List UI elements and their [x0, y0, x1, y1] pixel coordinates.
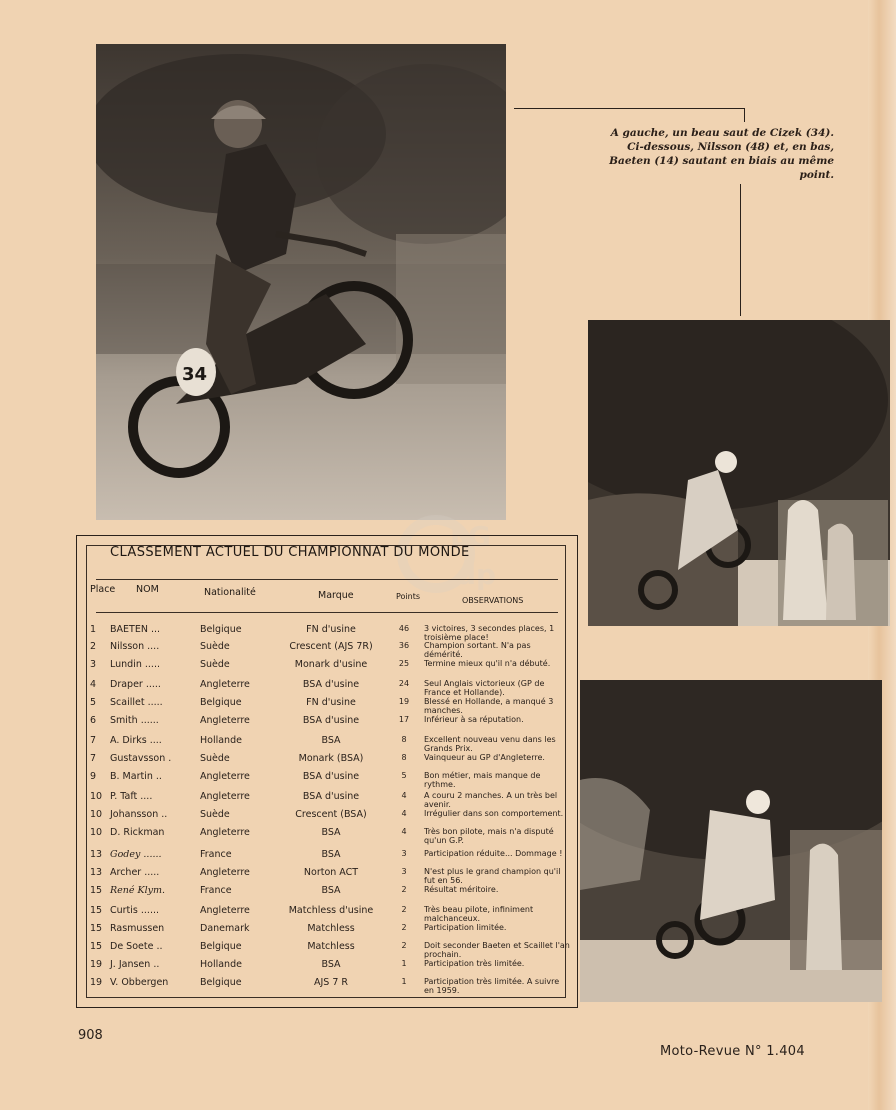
row-points: 36 [398, 641, 410, 650]
row-observation: Excellent nouveau venu dans les Grands Prix. [424, 735, 556, 753]
table-title-rule [96, 579, 558, 580]
row-name: Lundin ..... [110, 659, 160, 670]
table-row [0, 885, 896, 901]
row-points: 46 [398, 624, 410, 633]
row-name: De Soete .. [110, 941, 163, 952]
header-marque: Marque [318, 590, 354, 601]
row-observation: Bon métier, mais manque de rythme. [424, 771, 541, 789]
header-nationalite: Nationalité [204, 587, 256, 598]
row-name: D. Rickman [110, 827, 165, 838]
row-nationality: Suède [200, 659, 230, 670]
row-nationality: Suède [200, 753, 230, 764]
row-name: Johansson .. [110, 809, 168, 820]
row-nationality: Angleterre [200, 791, 250, 802]
row-name: J. Jansen .. [110, 959, 160, 970]
table-row [0, 977, 896, 993]
row-place: 19 [90, 959, 103, 970]
row-nationality: Belgique [200, 977, 242, 988]
table-row [0, 624, 896, 640]
row-name: Archer ..... [110, 867, 160, 878]
row-observation: Résultat méritoire. [424, 885, 499, 894]
row-name: B. Martin .. [110, 771, 162, 782]
row-place: 5 [90, 697, 97, 708]
table-row [0, 679, 896, 695]
row-points: 3 [401, 867, 407, 876]
row-nationality: Angleterre [200, 827, 250, 838]
row-marque: Matchless [307, 941, 355, 952]
row-marque: BSA [321, 885, 341, 896]
row-nationality: Hollande [200, 959, 242, 970]
row-points: 24 [398, 679, 410, 688]
header-nom: NOM [136, 584, 159, 595]
table-header-rule [96, 612, 558, 613]
row-observation: A couru 2 manches. A un très bel avenir. [424, 791, 558, 809]
table-row [0, 827, 896, 843]
row-place: 1 [90, 624, 97, 635]
row-nationality: Angleterre [200, 905, 250, 916]
row-name: Smith ...... [110, 715, 159, 726]
row-marque: Matchless [307, 923, 355, 934]
row-points: 2 [401, 905, 407, 914]
row-marque: Crescent (BSA) [295, 809, 367, 820]
row-points: 2 [401, 941, 407, 950]
photo-nilsson [588, 320, 890, 626]
caption-line: point. [799, 169, 834, 181]
row-place: 7 [90, 753, 97, 764]
row-name: V. Obbergen [110, 977, 169, 988]
row-marque: Crescent (AJS 7R) [289, 641, 373, 652]
row-points: 25 [398, 659, 410, 668]
row-place: 7 [90, 735, 97, 746]
row-observation: Participation très limitée. [424, 959, 525, 968]
row-place: 13 [90, 867, 103, 878]
row-name: Gustavsson . [110, 753, 172, 764]
row-points: 5 [401, 771, 407, 780]
row-marque: BSA d'usine [302, 679, 360, 690]
row-nationality: Angleterre [200, 771, 250, 782]
caption-line: A gauche, un beau saut de Cizek (34). [610, 127, 834, 139]
row-observation: Termine mieux qu'il n'a débuté. [424, 659, 551, 668]
row-name: Rasmussen [110, 923, 165, 934]
row-marque: FN d'usine [306, 624, 356, 635]
row-nationality: France [200, 885, 232, 896]
caption-line: Ci-dessous, Nilsson (48) et, en bas, [627, 141, 834, 153]
table-row [0, 753, 896, 769]
row-nationality: Suède [200, 809, 230, 820]
row-marque: BSA [321, 959, 341, 970]
row-nationality: Angleterre [200, 867, 250, 878]
row-nationality: Belgique [200, 624, 242, 635]
table-row [0, 867, 896, 883]
row-observation: Doit seconder Baeten et Scaillet l'an prochain. [424, 941, 570, 959]
photo-mid-graphic [588, 320, 890, 626]
row-points: 2 [401, 885, 407, 894]
row-nationality: Belgique [200, 697, 242, 708]
row-marque: BSA [321, 849, 341, 860]
row-place: 19 [90, 977, 103, 988]
row-nationality: France [200, 849, 232, 860]
table-row [0, 849, 896, 865]
table-row [0, 659, 896, 675]
row-marque: BSA d'usine [302, 791, 360, 802]
row-observation: Participation très limitée. A suivre en 1959. [424, 977, 560, 995]
bib-number: 34 [182, 364, 208, 385]
row-observation: Participation réduite... Dommage ! [424, 849, 563, 858]
row-points: 19 [398, 697, 410, 706]
table-row [0, 959, 896, 975]
row-place: 15 [90, 941, 103, 952]
row-marque: BSA d'usine [302, 715, 360, 726]
row-observation: Blessé en Hollande, a manqué 3 manches. [424, 697, 554, 715]
row-name: Nilsson .... [110, 641, 160, 652]
row-name: René Klym. [110, 885, 166, 896]
table-row [0, 791, 896, 807]
row-points: 1 [401, 977, 407, 986]
row-place: 10 [90, 791, 103, 802]
row-observation: Très bon pilote, mais n'a disputé qu'un G.P. [424, 827, 554, 845]
row-name: Godey ...... [110, 849, 162, 860]
row-observation: N'est plus le grand champion qu'il fut en 56. [424, 867, 561, 885]
table-row [0, 905, 896, 921]
photo-main-graphic [96, 44, 506, 520]
row-points: 8 [401, 753, 407, 762]
table-row [0, 697, 896, 713]
row-observation: Irrégulier dans son comportement. [424, 809, 564, 818]
row-nationality: Angleterre [200, 679, 250, 690]
row-observation: Seul Anglais victorieux (GP de France et Hollande). [424, 679, 545, 697]
row-points: 1 [401, 959, 407, 968]
row-marque: Monark (BSA) [298, 753, 364, 764]
row-observation: Participation limitée. [424, 923, 507, 932]
row-marque: Matchless d'usine [288, 905, 374, 916]
row-place: 13 [90, 849, 103, 860]
row-marque: BSA [321, 827, 341, 838]
row-name: Curtis ...... [110, 905, 160, 916]
row-place: 10 [90, 809, 103, 820]
caption-leader-line-top [744, 108, 745, 122]
row-marque: Norton ACT [303, 867, 359, 878]
row-nationality: Angleterre [200, 715, 250, 726]
table-row [0, 735, 896, 751]
row-marque: AJS 7 R [313, 977, 348, 988]
row-name: Draper ..... [110, 679, 161, 690]
row-marque: BSA d'usine [302, 771, 360, 782]
row-name: Scaillet ..... [110, 697, 163, 708]
row-place: 15 [90, 885, 103, 896]
row-observation: Très beau pilote, infiniment malchanceux. [424, 905, 534, 923]
page-number: 908 [78, 1028, 103, 1043]
header-observations: OBSERVATIONS [462, 596, 524, 605]
row-marque: FN d'usine [306, 697, 356, 708]
table-row [0, 771, 896, 787]
magazine-issue: Moto-Revue N° 1.404 [660, 1044, 805, 1059]
row-place: 15 [90, 905, 103, 916]
row-points: 4 [401, 809, 407, 818]
row-points: 17 [398, 715, 410, 724]
row-name: P. Taft .... [110, 791, 153, 802]
row-place: 2 [90, 641, 97, 652]
table-row [0, 641, 896, 657]
row-points: 8 [401, 735, 407, 744]
header-place: Place [90, 584, 116, 595]
header-points: Points [396, 592, 421, 601]
row-observation: Inférieur à sa réputation. [424, 715, 524, 724]
photo-jump-cizek [96, 44, 506, 520]
table-row [0, 809, 896, 825]
row-place: 3 [90, 659, 97, 670]
row-points: 4 [401, 791, 407, 800]
svg-text:dp: dp [456, 558, 497, 591]
table-row [0, 715, 896, 731]
row-observation: Vainqueur au GP d'Angleterre. [424, 753, 545, 762]
table-row [0, 923, 896, 939]
row-marque: BSA [321, 735, 341, 746]
row-points: 3 [401, 849, 407, 858]
row-name: A. Dirks .... [110, 735, 162, 746]
table-row [0, 941, 896, 957]
row-place: 6 [90, 715, 97, 726]
caption-leader-line-bottom [740, 184, 741, 316]
row-points: 4 [401, 827, 407, 836]
caption-line: Baeten (14) sautant en biais au même [609, 155, 834, 167]
caption-leader-line [514, 108, 744, 109]
table-title: CLASSEMENT ACTUEL DU CHAMPIONNAT DU MONDE [110, 545, 470, 560]
row-nationality: Belgique [200, 941, 242, 952]
svg-text:LG: LG [450, 520, 491, 553]
row-place: 9 [90, 771, 97, 782]
row-observation: 3 victoires, 3 secondes places, 1 troisième place! [424, 624, 555, 642]
photo-caption [596, 126, 834, 182]
row-nationality: Danemark [200, 923, 250, 934]
row-place: 15 [90, 923, 103, 934]
row-nationality: Suède [200, 641, 230, 652]
row-points: 2 [401, 923, 407, 932]
row-observation: Champion sortant. N'a pas démérité. [424, 641, 531, 659]
row-place: 4 [90, 679, 97, 690]
row-marque: Monark d'usine [294, 659, 368, 670]
row-nationality: Hollande [200, 735, 242, 746]
row-place: 10 [90, 827, 103, 838]
row-name: BAETEN ... [110, 624, 161, 635]
